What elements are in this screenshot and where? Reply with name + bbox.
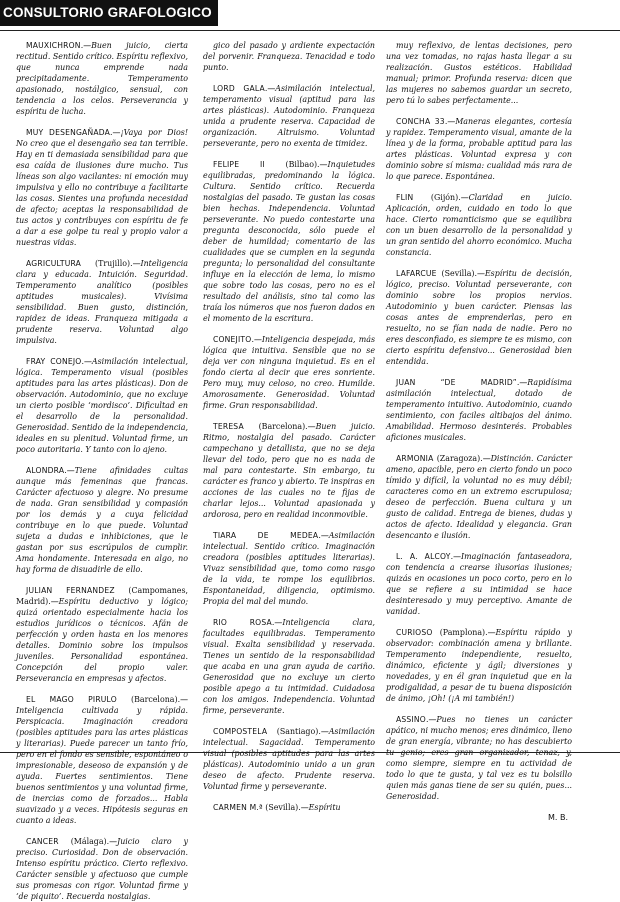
consultation-entry — [386, 551, 572, 617]
entry-pseudonym: LORD GALA — [213, 84, 265, 93]
entry-location: (Barcelona) — [130, 695, 178, 704]
consultation-entry — [386, 268, 572, 367]
entry-pseudonym: CONCHA 33 — [396, 117, 445, 126]
consultation-entry — [16, 40, 188, 117]
entry-location: (Campomanes, Madrid) — [16, 586, 189, 606]
consultation-entry — [386, 714, 572, 802]
entry-text: .—Buen juicio, cierta rectitud. Sentido crítico. Espíritu reflexivo, que nunca emprende nada precipitadamente. Temperamento apasionado, nostálgico, sensual, con tendencia a los celos. Perseverancia y espíritu de lucha. — [16, 41, 188, 116]
entry-text: .—Juicio claro y preciso. Curiosidad. Don de observación. Intenso espíritu práctico. Cierto reflexivo. Carácter sensible y afectuoso que cumple sus promesas con rigor. Voluntad firme y ‘de piquito’. Recuerda nostalgias. — [16, 837, 188, 901]
entry-pseudonym: EL MAGO PIRULO — [26, 695, 117, 704]
consultation-entry — [386, 116, 572, 182]
consultation-entry — [203, 334, 375, 411]
column-2 — [203, 40, 376, 812]
consultation-entry — [203, 802, 375, 813]
entry-text: .—Buen juicio. Ritmo, nostalgia del pasado. Carácter campechano y detallista, que no se deja llevar del todo, pero que no es nada de mal para contestarte. Sin embargo, tu carácter es franco y abierto. Te inspiras en acciones de las cuales no te fijas de charlar lejos... Voluntad apasionada y ardorosa, pero en realidad inconmovible. — [203, 422, 376, 519]
entry-pseudonym: ARMONIA — [396, 454, 434, 463]
entry-text: .—Espíritu rápido y observador: combinación amena y brillante. Temperamento independiente, resuelto, dinámico, eficiente y ágil; diversiones y novedades, y en él gran inquietud que en la prodigalidad, a pesar de tu buena disposición de ánimo, ¡Oh! (¡A mi también!) — [386, 628, 572, 703]
entry-pseudonym: FLIN — [396, 193, 414, 202]
entry-text: .—Distinción. Carácter ameno, apacible, pero en cierto fondo un poco tímido y difícil, la voluntad no es muy débil; caracteres como en un extremo escrupulosa; deseo de perfección. Buena cultura y un gusto de calidad. Entrega de bienes, dudas y actos de afecto. Idealidad y elegancia. Gran desencanto e ilusión. — [386, 454, 572, 540]
consultation-entry — [203, 83, 375, 149]
entry-text: .—Inteligencia clara, facultades equilibradas. Temperamento visual. Exalta sensibilidad y reservada. Tienes un sentido de la responsabilidad que acaba en una gran ayuda de cariño. Generosidad que no excluye un cierto posible apego a tu intimidad. Cuidadosa con los amigos. Independencia. Voluntad firme, perseverante. — [203, 618, 375, 715]
entry-pseudonym: CURIOSO — [396, 628, 433, 637]
entry-text: .—Asimilación intelectual, temperamento visual (aptitud para las artes plásticas). Autodominio. Franqueza unida a prudente reserva. Capacidad de organización. Altruismo. Voluntad perseverante, pero no exenta de timidez. — [203, 84, 375, 148]
entry-text: .—Inteligencia cultivada y rápida. Perspicacia. Imaginación creadora (posibles aptitudes para las artes plásticas y literarias). Puede parecer un tanto frío, pero en el fondo es sensible, espontáneo o impresionable, deseoso de expansión y de ayuda. Fuertes sentimientos. Tiene buenos sentimientos y una voluntad firme, de inercias como de forzados... Habla suavizado y a veces. Hipótesis seguras en cuanto a ideas. — [16, 695, 188, 825]
entry-text: .—Asimilación intelectual. Sagacidad. Temperamento visual (posibles aptitudes para las artes plásticas). Autodominio unido a un gran deseo de afecto. Prudente reserva. Voluntad firme y perseverante. — [203, 727, 375, 791]
header-rule — [0, 30, 620, 31]
entry-pseudonym: ALONDRA — [26, 466, 65, 475]
entry-location: (Málaga) — [70, 837, 107, 846]
footer-rule — [0, 752, 620, 753]
consultation-entry — [386, 377, 572, 443]
entry-text: .—Asimilación intelectual, lógica. Temperamento visual (posibles aptitudes para las artes plásticas). Don de observación. Autodominio, que no excluye un cierto posible ‘mordisco’. Dificultad en el desarrollo de la personalidad. Generosidad. Sentido de la independencia, ideales en su plenitud. Voluntad firme, un poco autoritaria. Y tanto con lo ajeno. — [16, 357, 188, 454]
consultation-entry — [16, 694, 188, 826]
consultation-entry — [203, 40, 375, 73]
entry-pseudonym: MUY DESENGAÑADA — [26, 128, 111, 137]
entry-pseudonym: FRAY CONEJO — [26, 357, 82, 366]
entry-pseudonym: ASSINO — [396, 715, 426, 724]
entry-text: .—Espíritu deductivo y lógico; quizá orientado especialmente hacia los estudios jurídicos o técnicos. Afán de perfección y orden hasta en los menores detalles. Dominio sobre los impulsos juveniles. Personalidad espontánea. Concepción del propio valer. Perseverancia en empresas y afectos. — [16, 597, 188, 683]
entry-text: .—Inteligencia despejada, más lógica que intuitiva. Sensible que no se deja ver con ninguna inquietud. Es en el fondo cierta al decir que eres sonriente. Pero muy, muy celoso, no creo. Humilde. Amorosamente. Generosidad. Voluntad firme. Gran responsabilidad. — [203, 335, 375, 410]
entry-location: (Santiago) — [276, 727, 319, 736]
entry-pseudonym: MAUXICHRON — [26, 41, 81, 50]
entry-text: muy reflexivo, de lentas decisiones, pero una vez tomadas, no rajas hasta llegar a su realización. Gustos estéticos. Habilidad manual; primor. Profunda reserva: dicen que las mujeres no sabemos guardar un secreto, pero tú lo sabes perfectamente... — [386, 41, 572, 105]
entry-pseudonym: CONEJITO — [213, 335, 252, 344]
consultation-entry — [203, 530, 375, 607]
entry-pseudonym: TIARA DE MEDEA — [213, 531, 319, 540]
consultation-entry — [203, 421, 375, 520]
consultation-entry — [386, 40, 572, 106]
entry-text: .—¡Vaya por Dios! No creo que el desengaño sea tan terrible. Hay en ti demasiada sensibilidad para que esa caída de ilusiones dure mucho. Tus líneas son algo vacilantes: ni emoción muy impulsiva y ello no contribuye a facilitarte las cosas. Sientes una profunda necesidad de afecto; aceptas la responsabilidad de tus actos y contribuyes con espíritu de fe a dar a ese golpe tu real y propio valor a nuestras vidas. — [16, 128, 188, 247]
entry-pseudonym: JUAN “DE MADRID” — [396, 378, 517, 387]
column-1 — [16, 40, 189, 901]
column-3 — [386, 40, 573, 822]
entry-location: (Trujillo) — [95, 259, 131, 268]
author-signature: M. B. — [547, 813, 568, 822]
entry-text: .—Imaginación fantaseadora, con tendencia a crearse ilusorias ilusiones; quizás en ocasiones un poco corto, pero en lo que se refiere a su intimidad se hace desinteresado y muy perceptivo. Amante de vanidad. — [386, 552, 573, 616]
entry-pseudonym: L. A. ALCOY — [396, 552, 451, 561]
entry-text: .—Espíritu — [298, 803, 341, 812]
entry-location: (Zaragoza) — [436, 454, 481, 463]
consultation-entry — [203, 726, 375, 792]
entry-text: .—Maneras elegantes, cortesía y rapidez. Temperamento visual, amante de la línea y de la forma, probable aptitud para las artes plásticas. Voluntad expresa y con dominio sobre sí misma: cualidad más rara de lo que parece. Espontánea. — [386, 117, 573, 181]
entry-text: .—Inquietudes equilibradas, predominando la lógica. Cultura. Sentido crítico. Recuerda nostalgias del pasado. Te gustan las cosas bien hechas. Independencia. Voluntad perseverante. No puedo contestarte una pregunta desconocida, sólo puede el deber de humildad; comentario de las cualidades que se cumplen en la segunda pregunta; lo personalidad del consultante influye en la elección de lema, lo mismo que sobre todo las cosas, pero no es el resultado del análisis, sino tal como las traía los números que nos fueron dados en el momento de la escritura. — [203, 160, 375, 323]
entry-text: .—Asimilación intelectual. Sentido crítico. Imaginación creadora (posibles aptitudes literarias). Vivaz sensibilidad que, tomo como rasgo de la vida, te rompe los equilibrios. Espontaneidad, diligencia, optimismo. Propia del mal del mundo. — [203, 531, 375, 606]
entry-text: .—Pues no tienes un carácter apático, ni mucho menos; eres dinámico, lleno de gran energía, vibrante; no has descubierto tu genio; eres gran organizador, tenaz, y, como siempre, siempre en tu actividad de todo lo que te gusta, y tal vez es tu bolsillo quien más ganas tiene de ser su quién, pues... Generosidad. — [386, 715, 572, 801]
consultation-entry — [16, 836, 188, 902]
entry-location: (Barcelona) — [258, 422, 306, 431]
entry-pseudonym: RIO ROSA — [213, 618, 272, 627]
consultation-entry — [203, 617, 375, 716]
entry-pseudonym: FELIPE II — [213, 160, 265, 169]
entry-location: (Sevilla) — [441, 269, 475, 278]
consultation-entry — [16, 127, 188, 248]
entry-location: (Sevilla) — [265, 803, 299, 812]
entry-text: .—Claridad en juicio. Aplicación, orden, cuidado en todo lo que hace. Cierto romanticismo que se equilibra con un buen desarrollo de la personalidad y un gran sentido del ahorro económico. Mucha constancia. — [386, 193, 572, 257]
entry-location: (Gijón) — [430, 193, 459, 202]
entry-pseudonym: COMPOSTELA — [213, 727, 268, 736]
entry-pseudonym: CANCER — [26, 837, 59, 846]
entry-text: .—Rapidísima asimilación intelectual, dotado de temperamento intuitivo. Autodominio, cuando sentimiento, con faciles altibajos del ánimo. Amabilidad. Hermoso desinterés. Probables aficiones musicales. — [386, 378, 572, 442]
entry-location: (Bilbao) — [285, 160, 318, 169]
entry-pseudonym: CARMEN M.ª — [213, 803, 263, 812]
entry-pseudonym: JULIAN FERNANDEZ — [26, 586, 115, 595]
consultation-entry — [16, 258, 188, 346]
consultation-entry — [386, 627, 572, 704]
entry-pseudonym: AGRICULTURA — [26, 259, 82, 268]
consultation-entry — [16, 356, 188, 455]
consultation-entry — [16, 585, 188, 684]
consultation-entry — [16, 465, 188, 575]
entry-text: .—Espíritu de decisión, lógico, preciso. Voluntad perseverante, con dominio sobre los propios nervios. Autodominio y buen carácter. Piensas las cosas antes de emprenderlas, pero en resuelto, no se fían nada de nadie. Pero no eres desconfiado, es siempre te es mismo, con cierto espíritu defensivo... Generosidad bien entendida. — [386, 269, 572, 366]
entry-text: gico del pasado y ardiente expectación del porvenir. Franqueza. Tenacidad e todo punto. — [203, 41, 375, 72]
entry-text: .—Tiene afinidades cultas aunque más femeninas que francas. Carácter afectuoso y alegre. No presume de nada. Gran sensibilidad y compasión por los demás y a cuya felicidad contribuye en lo que puede. Voluntad sujeta a dudas e inhibiciones, que le gastan por sus escrúpulos de cumplir. Ama hondamente. Interesada en algo, no hay forma de disuadirle de ello. — [16, 466, 188, 574]
entry-location: (Pamplona) — [439, 628, 486, 637]
section-header: CONSULTORIO GRAFOLOGICO — [0, 0, 218, 26]
entry-pseudonym: TERESA — [213, 422, 244, 431]
consultation-entry — [203, 159, 375, 324]
consultation-entry — [386, 192, 572, 258]
entry-text: .—Inteligencia clara y educada. Intuición. Seguridad. Temperamento analítico (posibles aptitudes musicales). Vivísima sensibilidad. Buen gusto, distinción, rapidez de ideas. Franqueza mitigada a prudente reserva. Voluntad algo impulsiva. — [16, 259, 188, 345]
consultation-entry — [386, 453, 572, 541]
entry-pseudonym: LAFARCUE — [396, 269, 437, 278]
